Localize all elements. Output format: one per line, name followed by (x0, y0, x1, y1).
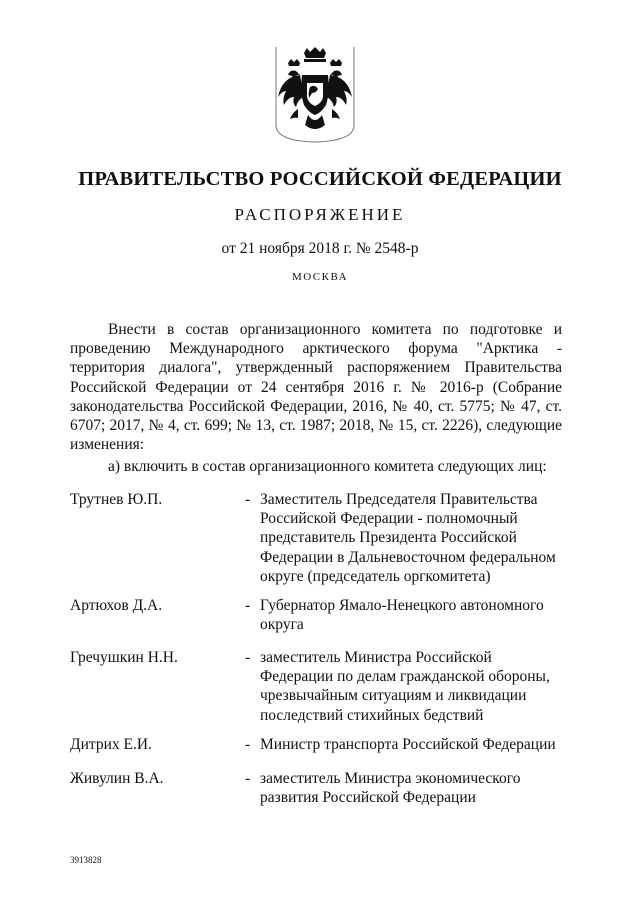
member-name: Живулин В.А. (70, 770, 164, 787)
emblem-icon (274, 45, 356, 143)
document-date-number: от 21 ноября 2018 г. № 2548-р (221, 240, 419, 257)
subpoint-a: а) включить в состав организационного комитета следующих лиц: (108, 458, 547, 475)
member-role: Заместитель Председателя Правительства Российской Федерации - полномочный представитель Президента Российской Федерации в Дальневосточном федеральном округе (председатель оргкомитета) (260, 491, 556, 585)
member-dash: - (245, 770, 251, 787)
member-role: заместитель Министра Российской Федерации по делам гражданской обороны, чрезвычайным ситуациям и ликвидации последствий стихийных бедствий (260, 649, 550, 724)
document-type: РАСПОРЯЖЕНИЕ (234, 205, 406, 224)
member-role: Губернатор Ямало-Ненецкого автономного округа (260, 597, 544, 634)
member-role: заместитель Министра экономического развития Российской Федерации (260, 770, 521, 807)
member-dash: - (245, 491, 251, 508)
member-name: Трутнев Ю.П. (70, 491, 163, 508)
member-dash: - (245, 736, 251, 753)
intro-paragraph: Внести в состав организационного комитета по подготовке и проведению Международного арктического форума "Арктика - территория диалога", утвержденный распоряжением Правительства Российской Федерации от 24 сентября 2016 г. № 2016-р (Собрание законодательства Российской Федерации, 2016, № 40, ст. 5775; № 47, ст. 6707; 2017, № 4, ст. 699; № 13, ст. 1987; 2018, № 15, ст. 2226), следующие изменения: (70, 321, 562, 454)
member-name: Артюхов Д.А. (70, 597, 163, 614)
member-name: Гречушкин Н.Н. (70, 649, 178, 666)
member-dash: - (245, 597, 251, 614)
member-dash: - (245, 649, 251, 666)
document-code: 3913828 (70, 855, 102, 865)
member-name: Дитрих Е.И. (70, 736, 152, 753)
member-role: Министр транспорта Российской Федерации (260, 736, 556, 753)
government-title: ПРАВИТЕЛЬСТВО РОССИЙСКОЙ ФЕДЕРАЦИИ (78, 168, 562, 190)
document-city: МОСКВА (291, 271, 349, 283)
